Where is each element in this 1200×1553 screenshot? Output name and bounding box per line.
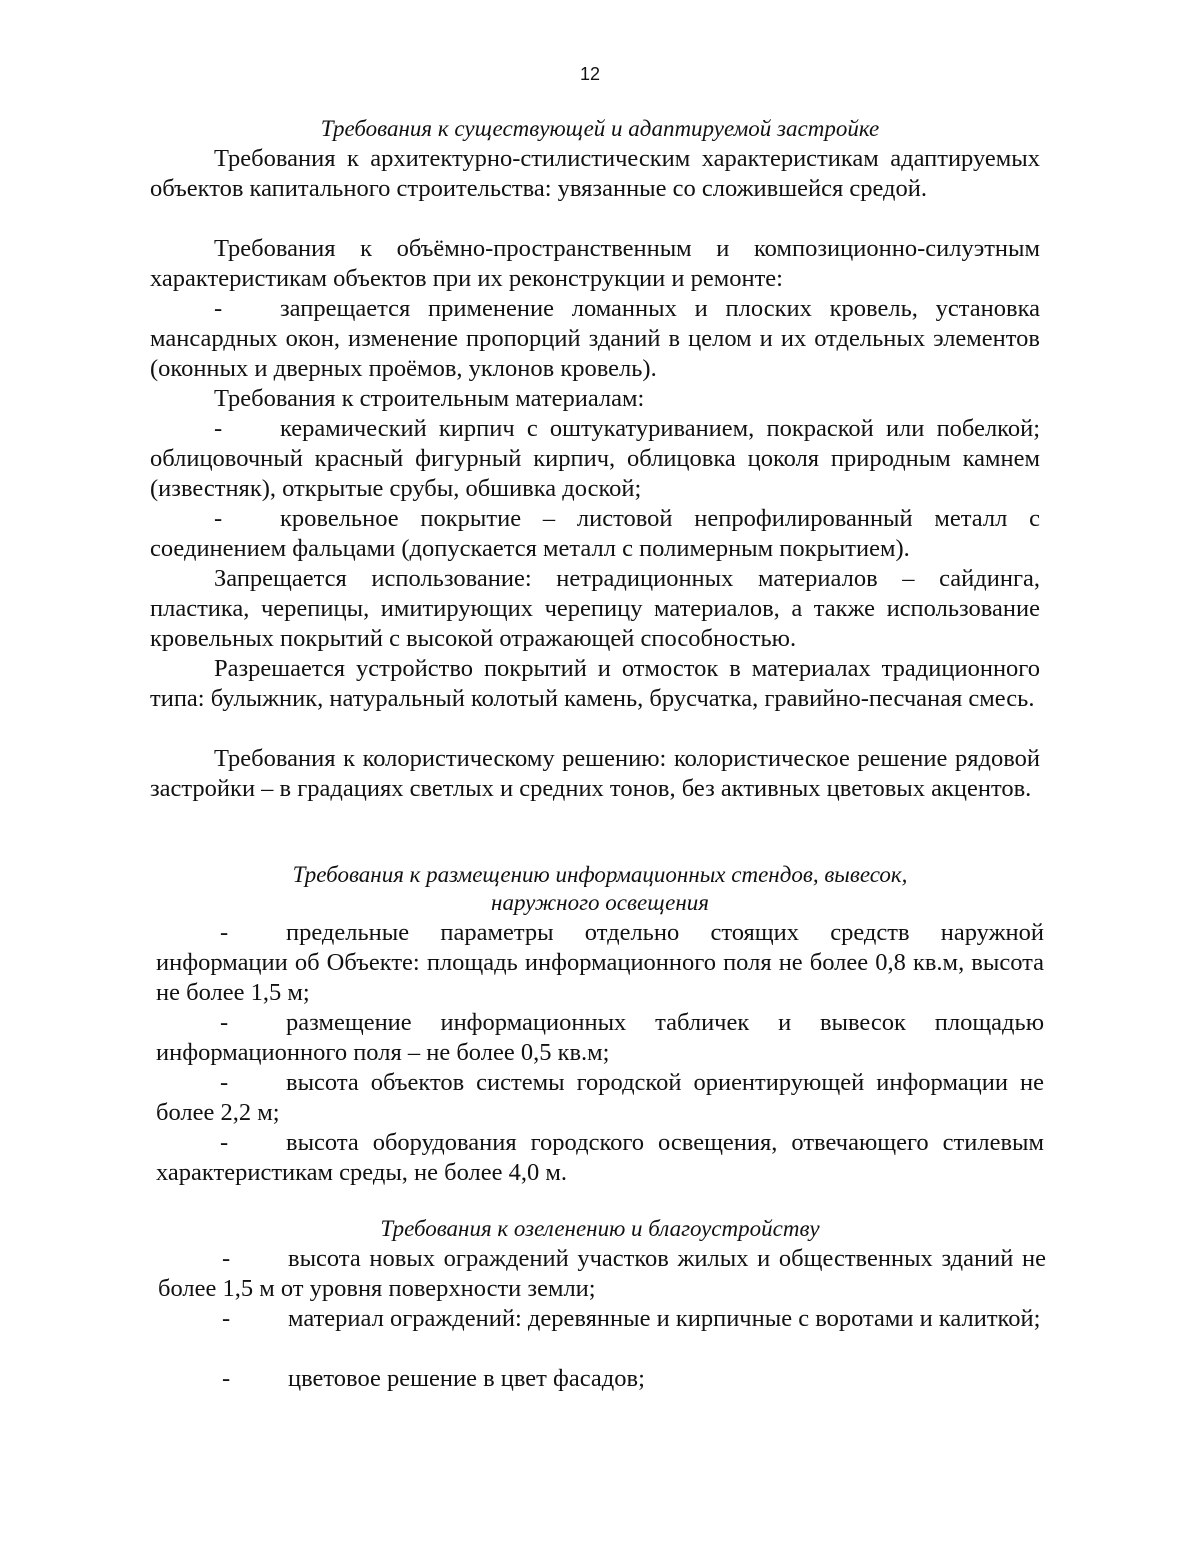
bullet-dash: - [220, 1009, 229, 1036]
paragraph-allowed-paving: Разрешается устройство покрытий и отмосток в материалах традиционного типа: булыжник, натуральный колотый камень, брусчатка, гравийно-песчаная смесь. [150, 655, 1040, 712]
paragraph-prohibited-materials: Запрещается использование: нетрадиционных материалов – сайдинга, пластика, черепицы, имитирующих черепицу материалов, а также использование кровельных покрытий с высокой отражающей способностью. [150, 565, 1040, 652]
list-item-text: керамический кирпич с оштукатуриванием, покраской или побелкой; облицовочный красный фигурный кирпич, облицовка цоколя природным камнем (известняк), открытые срубы, обшивка доской; [150, 415, 1040, 502]
bullet-dash: - [214, 505, 223, 532]
bullet-dash: - [222, 1245, 231, 1272]
paragraph-color-requirements: Требования к колористическому решению: колористическое решение рядовой застройки – в градациях светлых и средних тонов, без активных цветовых акцентов. [150, 745, 1040, 802]
bullet-dash: - [220, 1069, 229, 1096]
paragraph-volume-requirements: Требования к объёмно-пространственным и композиционно-силуэтным характеристикам объектов при их реконструкции и ремонте: [150, 235, 1040, 292]
list-item-fence-color [158, 1364, 1046, 1394]
list-item-text: размещение информационных табличек и вывесок площадью информационного поля – не более 0,5 кв.м; [156, 1009, 1044, 1066]
list-item-text: запрещается применение ломанных и плоских кровель, установка мансардных окон, изменение пропорций зданий в целом и их отдельных элементов (оконных и дверных проёмов, уклонов кровель). [150, 295, 1040, 382]
list-item-text: кровельное покрытие – листовой непрофилированный металл с соединением фальцами (допускается металл с полимерным покрытием). [150, 505, 1040, 562]
bullet-dash: - [220, 1129, 229, 1156]
list-item-text: предельные параметры отдельно стоящих средств наружной информации об Объекте: площадь информационного поля не более 0,8 кв.м, высота не более 1,5 м; [156, 919, 1044, 1006]
list-item-roof-covering [150, 504, 1040, 564]
paragraph-architectural-style: Требования к архитектурно-стилистическим характеристикам адаптируемых объектов капитального строительства: увязанные со сложившейся средой. [150, 145, 1040, 202]
section-heading-existing-buildings: Требования к существующей и адаптируемой застройке [320, 116, 880, 141]
bullet-dash: - [214, 415, 223, 442]
bullet-dash: - [222, 1305, 231, 1332]
bullet-dash: - [222, 1365, 231, 1392]
list-item-fence-material [158, 1304, 1046, 1334]
list-item-text: высота объектов системы городской ориентирующей информации не более 2,2 м; [156, 1069, 1044, 1126]
section-heading-info-stands: Требования к размещению информационных стендов, вывесок, [292, 862, 908, 887]
list-item-text: цветовое решение в цвет фасадов; [288, 1365, 645, 1392]
list-item-brick-materials [150, 414, 1040, 504]
paragraph-materials-heading: Требования к строительным материалам: [214, 385, 645, 412]
section-heading-landscaping: Требования к озеленению и благоустройству [380, 1216, 820, 1241]
list-item-text: материал ограждений: деревянные и кирпичные с воротами и калиткой; [288, 1305, 1041, 1332]
list-item-signboards [156, 1008, 1044, 1068]
list-item-fence-height [158, 1244, 1046, 1304]
list-item-text: высота оборудования городского освещения, отвечающего стилевым характеристикам среды, не более 4,0 м. [156, 1129, 1044, 1186]
list-item-standalone-info [156, 918, 1044, 1008]
list-item-orientation-info [156, 1068, 1044, 1128]
section-heading-info-stands-line2: наружного освещения [491, 890, 709, 915]
bullet-dash: - [220, 919, 229, 946]
list-item-roof-restrictions [150, 294, 1040, 384]
list-item-lighting [156, 1128, 1044, 1188]
page-number: 12 [579, 64, 601, 84]
list-item-text: высота новых ограждений участков жилых и общественных зданий не более 1,5 м от уровня поверхности земли; [158, 1245, 1046, 1302]
bullet-dash: - [214, 295, 223, 322]
